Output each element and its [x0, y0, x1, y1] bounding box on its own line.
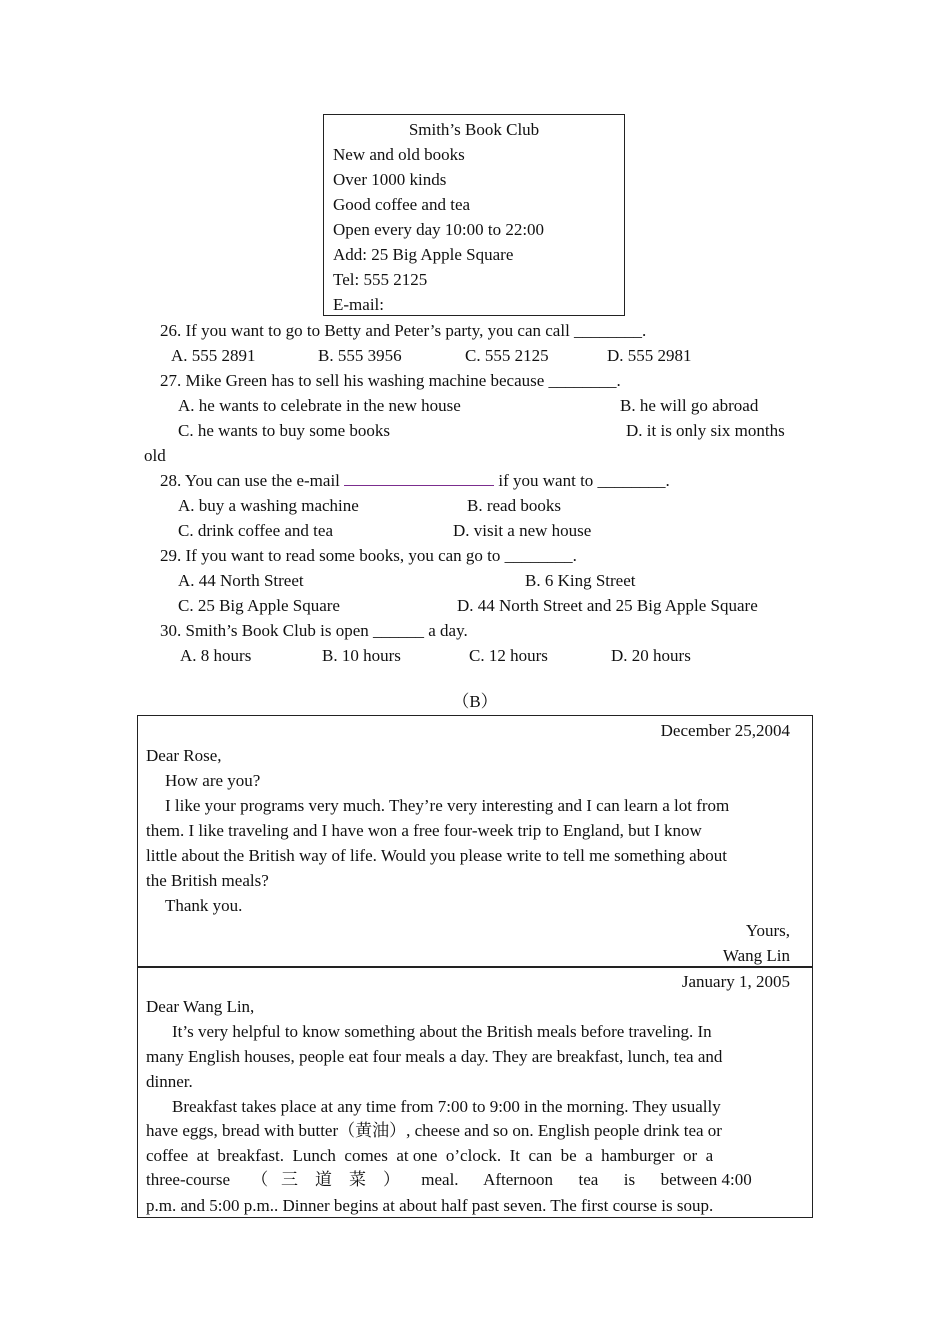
ad-line: Open every day 10:00 to 22:00	[333, 220, 545, 239]
q26-option-c: C. 555 2125	[465, 346, 549, 365]
question-26-stem: 26. If you want to go to Betty and Peter’s party, you can call ________.	[160, 321, 647, 340]
letter2-line: It’s very helpful to know something about the British meals before traveling. In	[172, 1022, 712, 1041]
q30-option-b: B. 10 hours	[322, 646, 401, 665]
q29-option-a: A. 44 North Street	[178, 571, 304, 590]
letter1-greeting: Dear Rose,	[146, 746, 222, 765]
letter2-greeting: Dear Wang Lin,	[146, 997, 255, 1016]
question-30-stem: 30. Smith’s Book Club is open ______ a day.	[160, 621, 468, 640]
ad-title: Smith’s Book Club	[408, 120, 540, 139]
q27-option-d-cont: old	[144, 446, 166, 465]
letter2-line: have eggs, bread with butter（黄油）, cheese and so on. English people drink tea or	[146, 1121, 722, 1140]
letter-to-wang-lin	[137, 966, 813, 1218]
q28-option-a: A. buy a washing machine	[178, 496, 359, 515]
q26-option-d: D. 555 2981	[607, 346, 692, 365]
ad-line: New and old books	[333, 145, 465, 164]
ad-line: Good coffee and tea	[333, 195, 471, 214]
q27-option-b: B. he will go abroad	[620, 396, 759, 415]
letter1-line: little about the British way of life. Would you please write to tell me something about	[146, 846, 727, 865]
q29-option-c: C. 25 Big Apple Square	[178, 596, 340, 615]
q28-stem-post: if you want to ________.	[498, 471, 670, 490]
letter1-line: I like your programs very much. They’re very interesting and I can learn a lot from	[165, 796, 730, 815]
letter2-date: January 1, 2005	[681, 972, 790, 991]
letter1-line: the British meals?	[146, 871, 269, 890]
q28-option-d: D. visit a new house	[453, 521, 592, 540]
q30-option-d: D. 20 hours	[611, 646, 691, 665]
q28-stem-pre: 28. You can use the e-mail	[160, 471, 340, 490]
ad-line: Over 1000 kinds	[333, 170, 447, 189]
letter2-line: three-course （ 三 道 菜 ） meal. Afternoon tea is between 4:00	[146, 1170, 752, 1189]
email-blank	[344, 470, 494, 486]
q29-option-d: D. 44 North Street and 25 Big Apple Square	[457, 596, 758, 615]
section-b-heading: （B）	[452, 692, 498, 711]
q30-option-c: C. 12 hours	[469, 646, 548, 665]
q28-option-b: B. read books	[467, 496, 561, 515]
ad-line: E-mail:	[333, 295, 384, 314]
letter2-line: p.m. and 5:00 p.m.. Dinner begins at about half past seven. The first course is soup.	[146, 1196, 714, 1215]
letter1-line: them. I like traveling and I have won a free four-week trip to England, but I know	[146, 821, 702, 840]
letter2-line: dinner.	[146, 1072, 193, 1091]
letter2-line: coffee at breakfast. Lunch comes at one o’clock. It can be a hamburger or a	[146, 1146, 714, 1165]
letter1-paragraph: Thank you.	[165, 896, 243, 915]
question-27-stem: 27. Mike Green has to sell his washing machine because ________.	[160, 371, 621, 390]
letter1-date: December 25,2004	[660, 721, 790, 740]
ad-line: Tel: 555 2125	[333, 270, 428, 289]
book-club-ad	[323, 114, 625, 316]
letter1-closing: Yours,	[745, 921, 790, 940]
q26-option-a: A. 555 2891	[171, 346, 256, 365]
letter1-signature: Wang Lin	[722, 946, 790, 965]
letter2-line: many English houses, people eat four meals a day. They are breakfast, lunch, tea and	[146, 1047, 723, 1066]
question-29-stem: 29. If you want to read some books, you can go to ________.	[160, 546, 577, 565]
letter2-line: Breakfast takes place at any time from 7:00 to 9:00 in the morning. They usually	[172, 1097, 721, 1116]
q27-option-d: D. it is only six months	[626, 421, 785, 440]
q26-option-b: B. 555 3956	[318, 346, 402, 365]
q30-option-a: A. 8 hours	[180, 646, 252, 665]
letter1-paragraph: How are you?	[165, 771, 261, 790]
q27-option-c: C. he wants to buy some books	[178, 421, 391, 440]
q28-option-c: C. drink coffee and tea	[178, 521, 333, 540]
question-28-stem	[160, 468, 670, 493]
letter-from-wang-lin	[137, 715, 813, 967]
q27-option-a: A. he wants to celebrate in the new house	[178, 396, 461, 415]
q29-option-b: B. 6 King Street	[525, 571, 636, 590]
ad-line: Add: 25 Big Apple Square	[333, 245, 514, 264]
